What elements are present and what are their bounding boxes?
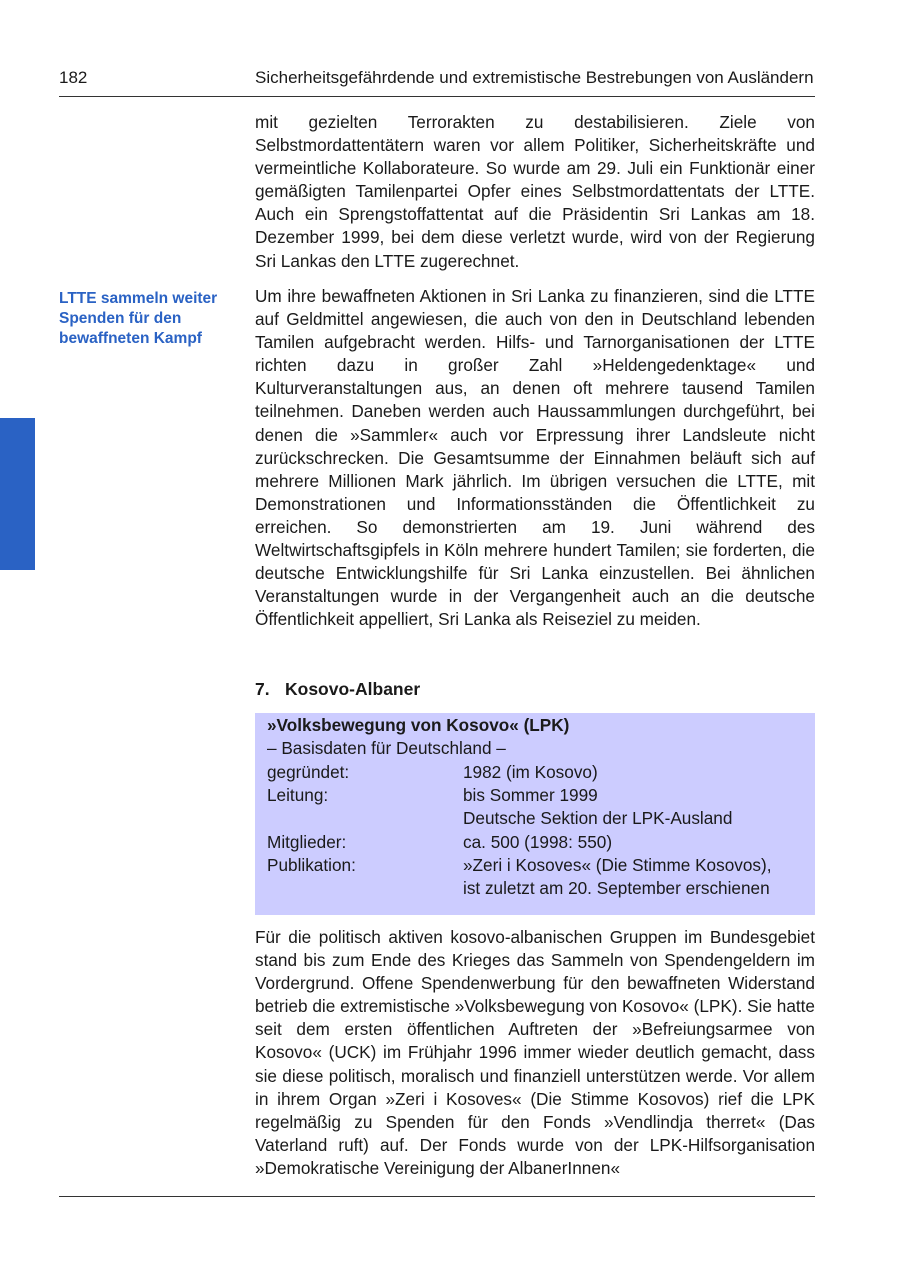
basisdaten-box xyxy=(255,713,815,915)
value-leadership-2: Deutsche Sektion der LPK-Ausland xyxy=(463,808,733,828)
paragraph-ltte-funding: Um ihre bewaffneten Aktionen in Sri Lanka zu finanzieren, sind die LTTE auf Geldmittel angewiesen, die auch von den in Deutschland lebenden Tamilen aufgebracht werden. Hilfs- und Tarnorganisationen der LTTE richten dazu in großer Zahl »Heldengedenktage« und Kulturveranstaltungen aus, an denen oft mehrere tausend Tamilen teilnehmen. Daneben werden auch Haussammlungen durchgeführt, bei denen die »Sammler« auch vor Erpressung ihrer Landsleute nicht zurückschrecken. Die Gesamtsumme der Einnahmen beläuft sich auf mehrere Millionen Mark jährlich. Im übrigen versuchen die LTTE, mit Demonstrationen und Informationsständen die Öffentlichkeit zu erreichen. So demonstrierten am 19. Juni während des Weltwirtschaftsgipfels in Köln mehrere hundert Tamilen; sie forderten, die deutsche Entwicklungshilfe für Sri Lanka einzustellen. Bei ähnlichen Veranstaltungen wurde in der Vergangenheit auch an die deutsche Öffentlichkeit appelliert, Sri Lanka als Reiseziel zu meiden. xyxy=(255,286,815,630)
label-members: Mitglieder: xyxy=(267,832,347,852)
value-founded: 1982 (im Kosovo) xyxy=(463,762,598,782)
value-publication-2: ist zuletzt am 20. September erschienen xyxy=(463,878,770,898)
value-leadership-1: bis Sommer 1999 xyxy=(463,785,598,805)
box-title: »Volksbewegung von Kosovo« (LPK) xyxy=(267,715,570,735)
footer-divider xyxy=(59,1196,815,1197)
value-members: ca. 500 (1998: 550) xyxy=(463,832,613,852)
running-header: Sicherheitsgefährdende und extremistische Bestrebungen von Ausländern xyxy=(255,68,814,87)
page-number: 182 xyxy=(59,68,88,87)
section-number: 7. xyxy=(255,679,270,699)
paragraph-ltte-attacks: mit gezielten Terrorakten zu destabilisieren. Ziele von Selbstmordattentätern waren vor allem Politiker, Sicherheitskräfte und vermeintliche Kollaborateure. So wurde am 29. Juli ein Funktionär einer gemäßigten Tamilenpartei Opfer eines Selbstmordattentats der LTTE. Auch ein Sprengstoffattentat auf die Präsidentin Sri Lankas am 18. Dezember 1999, bei dem diese verletzt wurde, wird von der Regierung Sri Lankas den LTTE zugerechnet. xyxy=(255,112,815,271)
section-heading xyxy=(255,679,420,700)
header-divider xyxy=(59,96,815,97)
margin-note: LTTE sammeln weiter Spenden für den bewaffneten Kampf xyxy=(59,290,218,347)
chapter-tab-marker xyxy=(0,418,35,570)
section-title: Kosovo-Albaner xyxy=(285,679,421,699)
paragraph-kosovo-funding: Für die politisch aktiven kosovo-albanischen Gruppen im Bundesgebiet stand bis zum Ende des Krieges das Sammeln von Spendengeldern im Vordergrund. Offene Spendenwerbung für den bewaffneten Widerstand betrieb die extremistische »Volksbewegung von Kosovo« (LPK). Sie hatte seit dem ersten öffentlichen Auftreten der »Befreiungsarmee von Kosovo« (UCK) im Frühjahr 1996 immer wieder deutlich gemacht, dass sie diese politisch, moralisch und finanziell unterstützen werde. Vor allem in ihrem Organ »Zeri i Kosoves« (Die Stimme Kosovos) rief die LPK regelmäßig zu Spenden für den Fonds »Vendlindja therret« (Das Vaterland ruft) auf. Der Fonds wurde von der LPK-Hilfsorganisation »Demokratische Vereinigung der AlbanerInnen« xyxy=(255,927,815,1178)
label-publication: Publikation: xyxy=(267,855,356,875)
label-leadership: Leitung: xyxy=(267,785,329,805)
value-publication-1: »Zeri i Kosoves« (Die Stimme Kosovos), xyxy=(463,855,772,875)
label-founded: gegründet: xyxy=(267,762,350,782)
box-subtitle: – Basisdaten für Deutschland – xyxy=(267,738,506,758)
